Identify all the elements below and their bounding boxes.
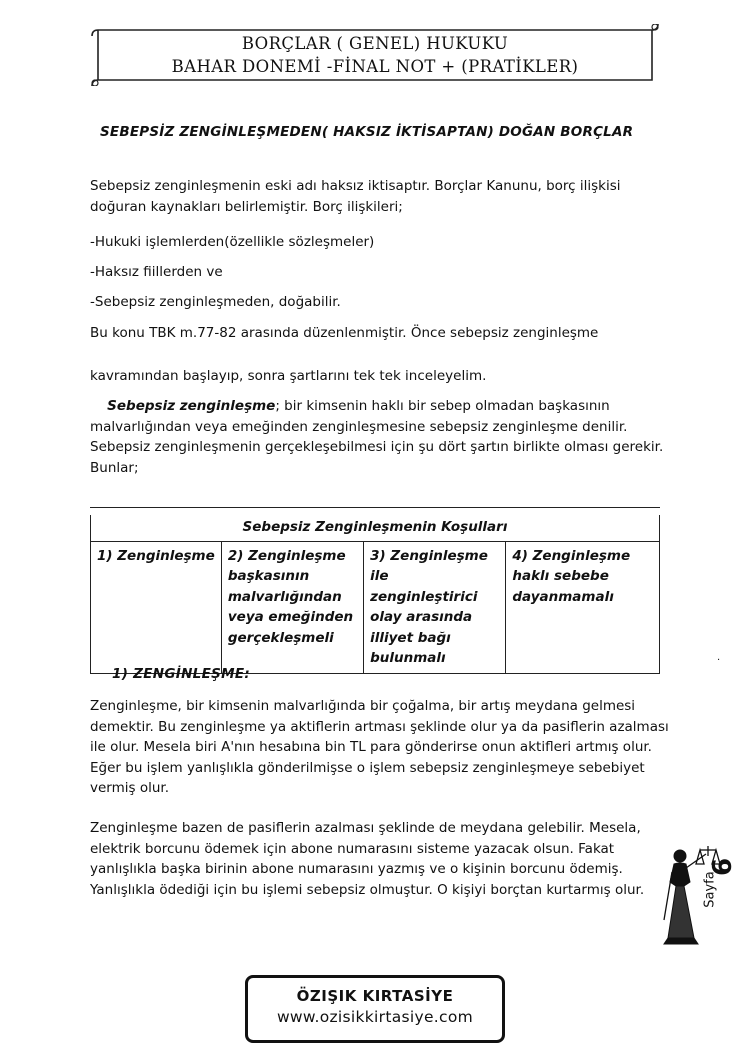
header-line-1: BORÇLAR ( GENEL) HUKUKU	[241, 34, 509, 53]
list-item-torts: -Haksız fiillerden ve	[90, 264, 223, 280]
stray-dot: .	[717, 652, 721, 663]
conditions-table	[90, 515, 660, 674]
footer-box	[245, 975, 505, 1043]
page-number	[680, 858, 740, 918]
footer-website[interactable]: www.ozisikkirtasiye.com	[276, 1008, 474, 1026]
definition-paragraph	[90, 396, 670, 478]
table-cell-condition-3: 3) Zenginleşme ile zenginleştirici olay arasında illiyet bağı bulunmalı	[364, 541, 506, 673]
footer-store-name: ÖZIŞIK KIRTASİYE	[296, 987, 454, 1005]
table-caption: Sebepsiz Zenginleşmenin Koşulları	[91, 515, 660, 541]
definition-text: ; bir kimsenin haklı bir sebep olmadan başkasının malvarlığından veya emeğinden zenginleşmesine sebepsiz zenginleşme denilir. Sebepsiz zenginleşmenin gerçekleşebilmesi için şu dört şartın birlikte olması gerekir. Bunlar;	[90, 398, 664, 476]
definition-term: Sebepsiz zenginleşme	[107, 398, 276, 414]
header-banner	[90, 24, 660, 86]
section-title: SEBEPSİZ ZENGİNLEŞMEDEN( HAKSIZ İKTİSAPTAN) DOĞAN BORÇLAR	[100, 124, 634, 140]
table-cell-condition-4: 4) Zenginleşme haklı sebebe dayanmamalı	[506, 541, 660, 673]
intro-paragraph: Sebepsiz zenginleşmenin eski adı haksız iktisaptır. Borçlar Kanunu, borç ilişkisi doğuran kaynakları belirlemiştir. Borç ilişkileri;	[90, 178, 621, 215]
header-line-2: BAHAR DONEMİ -FİNAL NOT + (PRATİKLER)	[171, 57, 579, 76]
liability-reduction-paragraph: Zenginleşme bazen de pasiflerin azalması şeklinde de meydana gelebilir. Mesela, elektrik borcunu ödemek için abone numarasını sisteme yazacak olsun. Fakat yanlışlıkla başka birinin abone numarasını yazmış ve o kişinin borcunu ödemiş. Yanlışlıkla ödediği için bu işlemi sebepsiz olmuştur. O kişiyi borçtan kurtarmış olur.	[90, 820, 645, 898]
list-item-legal-acts: -Hukuki işlemlerden(özellikle sözleşmeler)	[90, 234, 375, 250]
enrichment-paragraph: Zenginleşme, bir kimsenin malvarlığında bir çoğalma, bir artış meydana gelmesi demektir. Bu zenginleşme ya aktiflerin artması şeklinde olur ya da pasiflerin azalması ile olur. Mesela biri A'nın hesabına bin TL para gönderirse onun aktifleri artmış olur. Eğer bu işlem yanlışlıkla gönderilmişse o işlem sebepsiz zenginleşmeye sebebiyet vermiş olur.	[90, 698, 669, 796]
subsection-title: 1) ZENGİNLEŞME:	[112, 666, 251, 682]
table-cell-condition-1: 1) Zenginleşme	[91, 541, 222, 673]
law-reference-line: Bu konu TBK m.77-82 arasında düzenlenmiştir. Önce sebepsiz zenginleşme	[90, 325, 599, 341]
page-number-value: 6	[708, 857, 739, 877]
law-reference-continued: kavramından başlayıp, sonra şartlarını tek tek inceleyelim.	[90, 368, 487, 384]
page-label: Sayfa	[702, 871, 718, 908]
table-cell-condition-2: 2) Zenginleşme başkasının malvarlığından veya emeğinden gerçekleşmeli	[221, 541, 363, 673]
list-item-unjust-enrichment: -Sebepsiz zenginleşmeden, doğabilir.	[90, 294, 341, 310]
table-top-rule	[90, 507, 660, 508]
